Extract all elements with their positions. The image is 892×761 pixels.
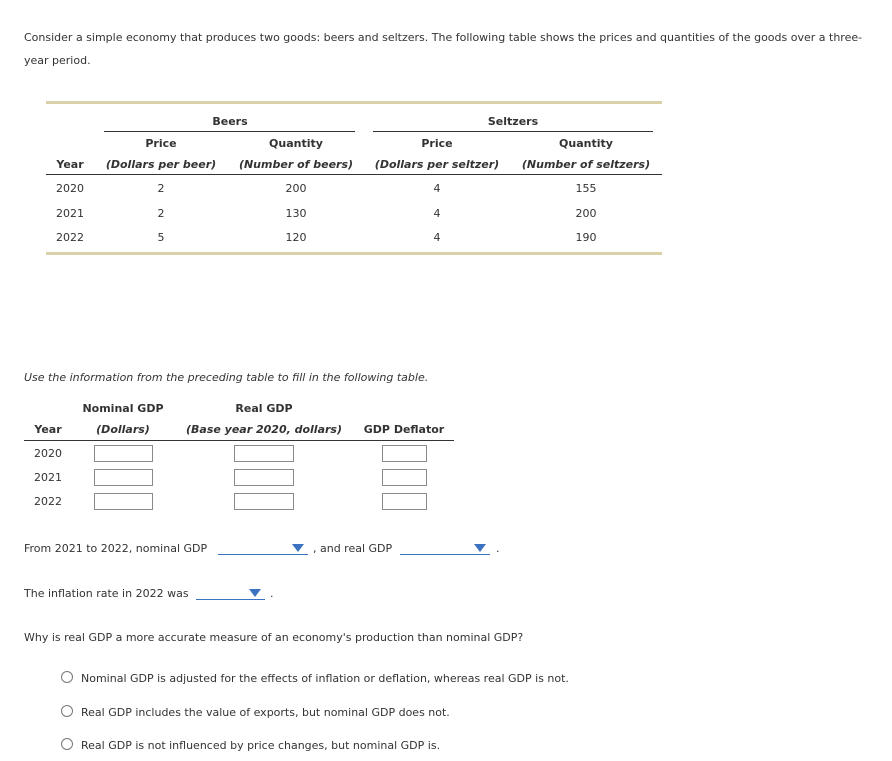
q2-suffix: . (270, 587, 274, 600)
option-label-1: Nominal GDP is adjusted for the effects of inflation or deflation, whereas real GDP is not. (81, 672, 569, 685)
header-nominal-gdp: Nominal GDP (82, 402, 164, 415)
header-seltzers: Seltzers (487, 115, 539, 128)
nominal-gdp-2020-input[interactable] (94, 445, 153, 462)
unit-real-gdp: (Base year 2020, dollars) (186, 423, 342, 436)
gdp-deflator-2020-input[interactable] (382, 445, 427, 462)
header-rule (46, 174, 662, 175)
q2-prefix: The inflation rate in 2022 was (24, 587, 189, 600)
chevron-down-icon (474, 544, 486, 552)
header-real-gdp: Real GDP (235, 402, 293, 415)
price-quantity-table: Beers Seltzers Price Quantity Price Quantity Year (Dollars per beer) (Number of beers) (Dollars per seltzer) (Number of seltzers) 2020 2 200 4 155 2021 2 130 4 200 2022 5 120 4 190 (46, 101, 662, 255)
inflation-rate-dropdown[interactable] (196, 585, 265, 600)
instruction-text: Use the information from the preceding table to fill in the following table. (24, 371, 429, 384)
header-seltzer-price: Price (421, 137, 453, 150)
header-rule (24, 440, 454, 441)
header-beer-quantity: Quantity (269, 137, 323, 150)
chevron-down-icon (249, 589, 261, 597)
unit-beer-price: (Dollars per beer) (105, 158, 217, 171)
seltzers-underline (373, 131, 653, 132)
header-beers: Beers (212, 115, 248, 128)
year-label: 2022 (34, 495, 62, 508)
real-gdp-2021-input[interactable] (234, 469, 294, 486)
year-label: 2021 (34, 471, 62, 484)
nominal-gdp-change-dropdown[interactable] (218, 540, 308, 555)
unit-beer-quantity: (Number of beers) (238, 158, 354, 171)
real-gdp-2022-input[interactable] (234, 493, 294, 510)
unit-nominal-gdp: (Dollars) (96, 423, 150, 436)
year-label: 2020 (34, 447, 62, 460)
radio-option-2[interactable] (61, 705, 73, 717)
chevron-down-icon (292, 544, 304, 552)
option-label-2: Real GDP includes the value of exports, but nominal GDP does not. (81, 706, 450, 719)
gdp-deflator-2021-input[interactable] (382, 469, 427, 486)
q1-suffix: . (496, 542, 500, 555)
q1-middle: , and real GDP (313, 542, 393, 555)
beers-underline (104, 131, 355, 132)
unit-seltzer-quantity: (Number of seltzers) (521, 158, 651, 171)
intro-text: Consider a simple economy that produces two goods: beers and seltzers. The following table shows the prices and quantities of the goods over a three-year period. (24, 31, 863, 67)
option-label-3: Real GDP is not influenced by price changes, but nominal GDP is. (81, 739, 441, 752)
header-seltzer-quantity: Quantity (559, 137, 613, 150)
header-year: Year (34, 423, 62, 436)
q3-question: Why is real GDP a more accurate measure of an economy's production than nominal GDP? (24, 631, 524, 644)
nominal-gdp-2021-input[interactable] (94, 469, 153, 486)
real-gdp-change-dropdown[interactable] (400, 540, 490, 555)
gdp-deflator-2022-input[interactable] (382, 493, 427, 510)
header-beer-price: Price (145, 137, 177, 150)
radio-option-3[interactable] (61, 738, 73, 750)
gdp-table (24, 400, 464, 515)
header-gdp-deflator: GDP Deflator (363, 423, 445, 436)
real-gdp-2020-input[interactable] (234, 445, 294, 462)
radio-option-1[interactable] (61, 671, 73, 683)
header-year: Year (56, 158, 84, 171)
nominal-gdp-2022-input[interactable] (94, 493, 153, 510)
unit-seltzer-price: (Dollars per seltzer) (374, 158, 500, 171)
q1-prefix: From 2021 to 2022, nominal GDP (24, 542, 208, 555)
